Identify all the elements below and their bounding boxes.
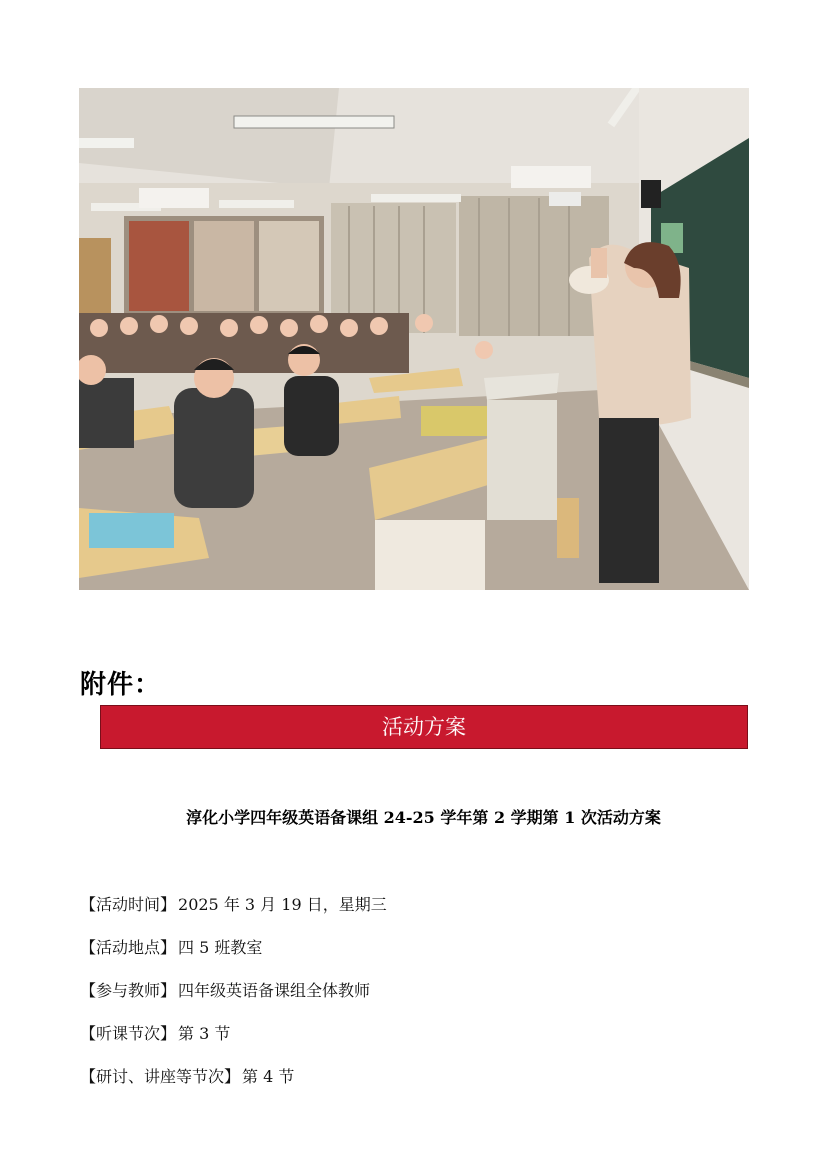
detail-value: 第 4 节 [242,1067,295,1086]
document-title: 淳化小学四年级英语备课组 24-25 学年第 2 学期第 1 次活动方案 [186,808,661,827]
detail-value: 四年级英语备课组全体教师 [178,981,371,1000]
plan-banner: 活动方案 [100,705,748,749]
detail-seminar-period [80,1064,294,1087]
detail-value: 2025 年 3 月 19 日，星期三 [178,895,387,914]
detail-value: 第 3 节 [178,1024,231,1043]
classroom-photo [79,88,749,590]
detail-activity-time [80,892,387,915]
detail-observed-period [80,1021,230,1044]
detail-label: 【参与教师】 [80,981,177,1000]
detail-activity-location [80,935,262,958]
detail-participants [80,978,370,1001]
detail-value: 四 5 班教室 [178,938,263,957]
attachment-heading: 附件： [80,670,162,700]
detail-label: 【听课节次】 [80,1024,177,1043]
detail-label: 【活动地点】 [80,938,177,957]
detail-label: 【活动时间】 [80,895,177,914]
detail-label: 【研讨、讲座等节次】 [80,1067,241,1086]
